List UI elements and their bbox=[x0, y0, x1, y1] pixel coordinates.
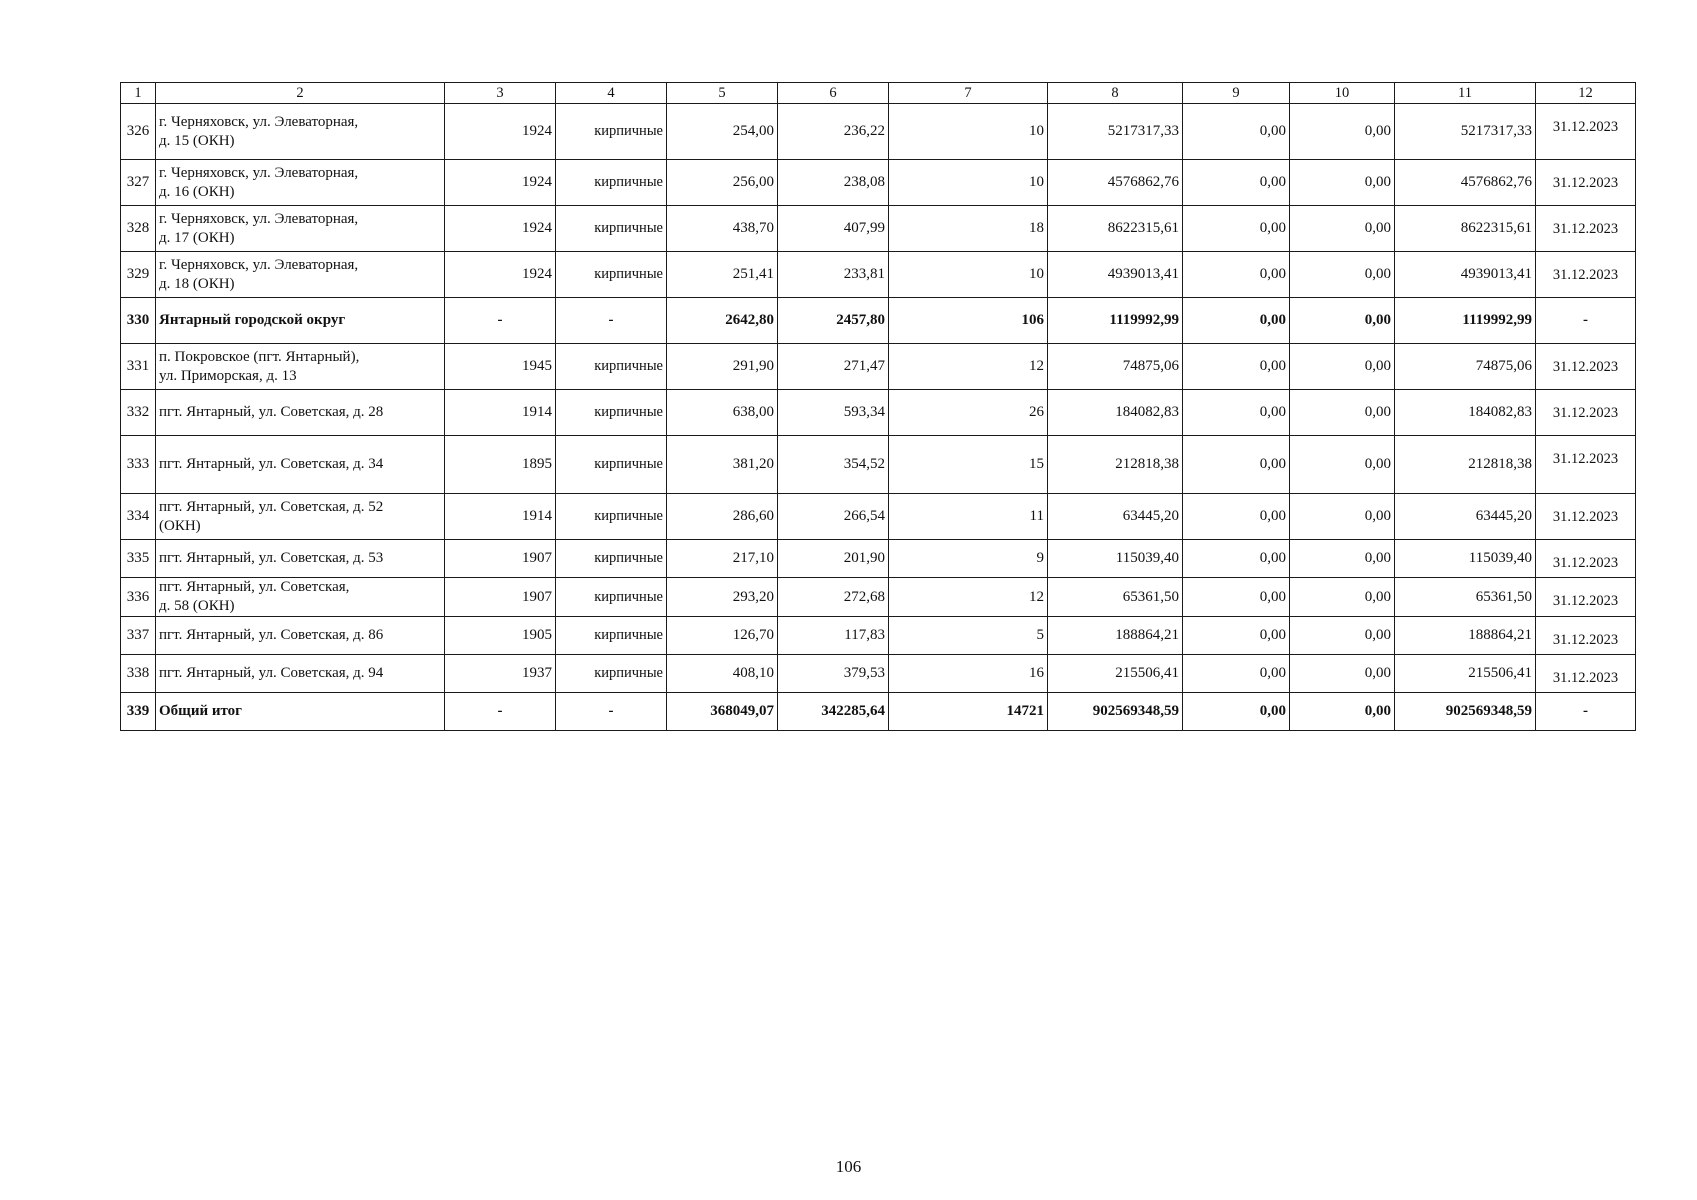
column-header: 7 bbox=[889, 83, 1048, 104]
address-cell bbox=[156, 578, 445, 617]
table-row bbox=[121, 104, 1636, 160]
cost-column-10-cell: 0,00 bbox=[1290, 540, 1395, 578]
row-number-cell: 329 bbox=[121, 252, 156, 298]
cost-column-11-cell: 212818,38 bbox=[1395, 436, 1536, 494]
register-sheet bbox=[120, 82, 1635, 731]
row-number-cell: 337 bbox=[121, 617, 156, 655]
row-number-cell: 330 bbox=[121, 298, 156, 344]
wall-material-cell: - bbox=[556, 693, 667, 731]
column-header: 8 bbox=[1048, 83, 1183, 104]
residents-count-cell: 10 bbox=[889, 104, 1048, 160]
residents-count-cell: 12 bbox=[889, 578, 1048, 617]
deadline-date-cell: 31.12.2023 bbox=[1536, 540, 1636, 578]
address-line: Янтарный городской округ bbox=[159, 312, 346, 328]
wall-material-cell: кирпичные bbox=[556, 104, 667, 160]
row-number-cell: 328 bbox=[121, 206, 156, 252]
residents-count-cell: 5 bbox=[889, 617, 1048, 655]
cost-column-10-cell: 0,00 bbox=[1290, 436, 1395, 494]
cost-column-11-cell: 184082,83 bbox=[1395, 390, 1536, 436]
address-line: пгт. Янтарный, ул. Советская, д. 34 bbox=[159, 456, 384, 472]
address-line: пгт. Янтарный, ул. Советская, д. 86 bbox=[159, 627, 384, 643]
year-cell: - bbox=[445, 298, 556, 344]
deadline-date-cell: - bbox=[1536, 693, 1636, 731]
cost-column-9-cell: 0,00 bbox=[1183, 578, 1290, 617]
wall-material-cell: кирпичные bbox=[556, 494, 667, 540]
cost-column-11-cell: 65361,50 bbox=[1395, 578, 1536, 617]
cost-column-11-cell: 4576862,76 bbox=[1395, 160, 1536, 206]
table-row bbox=[121, 655, 1636, 693]
deadline-date-cell: 31.12.2023 bbox=[1536, 344, 1636, 390]
living-area-cell: 238,08 bbox=[778, 160, 889, 206]
column-number-header-row bbox=[121, 83, 1636, 104]
address-cell bbox=[156, 206, 445, 252]
cost-column-10-cell: 0,00 bbox=[1290, 494, 1395, 540]
table-row bbox=[121, 206, 1636, 252]
cost-column-10-cell: 0,00 bbox=[1290, 104, 1395, 160]
address-line: г. Черняховск, ул. Элеваторная, bbox=[159, 210, 359, 227]
address-cell bbox=[156, 655, 445, 693]
cost-column-9-cell: 0,00 bbox=[1183, 540, 1290, 578]
total-area-cell: 254,00 bbox=[667, 104, 778, 160]
living-area-cell: 342285,64 bbox=[778, 693, 889, 731]
cost-column-9-cell: 0,00 bbox=[1183, 655, 1290, 693]
cost-column-9-cell: 0,00 bbox=[1183, 390, 1290, 436]
address-line: г. Черняховск, ул. Элеваторная, bbox=[159, 113, 359, 130]
living-area-cell: 272,68 bbox=[778, 578, 889, 617]
address-cell bbox=[156, 436, 445, 494]
deadline-date-cell: 31.12.2023 bbox=[1536, 104, 1636, 160]
residents-count-cell: 16 bbox=[889, 655, 1048, 693]
table-row bbox=[121, 252, 1636, 298]
address-line: д. 58 (ОКН) bbox=[159, 598, 235, 614]
total-area-cell: 217,10 bbox=[667, 540, 778, 578]
row-number-cell: 332 bbox=[121, 390, 156, 436]
cost-total-cell: 902569348,59 bbox=[1048, 693, 1183, 731]
cost-column-11-cell: 74875,06 bbox=[1395, 344, 1536, 390]
living-area-cell: 2457,80 bbox=[778, 298, 889, 344]
row-number-cell: 327 bbox=[121, 160, 156, 206]
residents-count-cell: 15 bbox=[889, 436, 1048, 494]
column-header: 12 bbox=[1536, 83, 1636, 104]
address-line: Общий итог bbox=[159, 703, 242, 719]
living-area-cell: 379,53 bbox=[778, 655, 889, 693]
cost-total-cell: 188864,21 bbox=[1048, 617, 1183, 655]
cost-column-11-cell: 5217317,33 bbox=[1395, 104, 1536, 160]
cost-column-9-cell: 0,00 bbox=[1183, 160, 1290, 206]
cost-total-cell: 212818,38 bbox=[1048, 436, 1183, 494]
year-cell: 1907 bbox=[445, 540, 556, 578]
address-line: пгт. Янтарный, ул. Советская, д. 52 bbox=[159, 498, 384, 515]
deadline-date-cell: 31.12.2023 bbox=[1536, 206, 1636, 252]
address-cell bbox=[156, 104, 445, 160]
address-cell bbox=[156, 540, 445, 578]
deadline-date-cell: 31.12.2023 bbox=[1536, 578, 1636, 617]
address-line: д. 17 (ОКН) bbox=[159, 229, 235, 246]
living-area-cell: 407,99 bbox=[778, 206, 889, 252]
address-line: д. 15 (ОКН) bbox=[159, 132, 235, 149]
cost-column-9-cell: 0,00 bbox=[1183, 344, 1290, 390]
cost-total-cell: 1119992,99 bbox=[1048, 298, 1183, 344]
wall-material-cell: кирпичные bbox=[556, 252, 667, 298]
address-line: пгт. Янтарный, ул. Советская, д. 53 bbox=[159, 550, 384, 566]
cost-total-cell: 4576862,76 bbox=[1048, 160, 1183, 206]
column-header: 5 bbox=[667, 83, 778, 104]
table-row bbox=[121, 540, 1636, 578]
cost-column-10-cell: 0,00 bbox=[1290, 655, 1395, 693]
living-area-cell: 233,81 bbox=[778, 252, 889, 298]
wall-material-cell: - bbox=[556, 298, 667, 344]
living-area-cell: 271,47 bbox=[778, 344, 889, 390]
residents-count-cell: 9 bbox=[889, 540, 1048, 578]
table-row bbox=[121, 494, 1636, 540]
wall-material-cell: кирпичные bbox=[556, 344, 667, 390]
column-header: 6 bbox=[778, 83, 889, 104]
cost-column-10-cell: 0,00 bbox=[1290, 390, 1395, 436]
cost-column-9-cell: 0,00 bbox=[1183, 206, 1290, 252]
total-area-cell: 438,70 bbox=[667, 206, 778, 252]
deadline-date-cell: - bbox=[1536, 298, 1636, 344]
cost-column-9-cell: 0,00 bbox=[1183, 436, 1290, 494]
address-line: г. Черняховск, ул. Элеваторная, bbox=[159, 256, 359, 273]
column-header: 4 bbox=[556, 83, 667, 104]
year-cell: 1924 bbox=[445, 160, 556, 206]
year-cell: 1924 bbox=[445, 206, 556, 252]
residents-count-cell: 10 bbox=[889, 160, 1048, 206]
residents-count-cell: 26 bbox=[889, 390, 1048, 436]
cost-column-9-cell: 0,00 bbox=[1183, 104, 1290, 160]
address-line: (ОКН) bbox=[159, 517, 201, 534]
living-area-cell: 593,34 bbox=[778, 390, 889, 436]
cost-column-11-cell: 4939013,41 bbox=[1395, 252, 1536, 298]
table-row bbox=[121, 578, 1636, 617]
wall-material-cell: кирпичные bbox=[556, 390, 667, 436]
cost-column-11-cell: 115039,40 bbox=[1395, 540, 1536, 578]
residents-count-cell: 106 bbox=[889, 298, 1048, 344]
year-cell: 1895 bbox=[445, 436, 556, 494]
cost-column-11-cell: 215506,41 bbox=[1395, 655, 1536, 693]
column-header: 10 bbox=[1290, 83, 1395, 104]
total-area-cell: 2642,80 bbox=[667, 298, 778, 344]
table-row bbox=[121, 160, 1636, 206]
address-line: г. Черняховск, ул. Элеваторная, bbox=[159, 164, 359, 181]
deadline-date-cell: 31.12.2023 bbox=[1536, 252, 1636, 298]
residents-count-cell: 14721 bbox=[889, 693, 1048, 731]
total-area-cell: 126,70 bbox=[667, 617, 778, 655]
row-number-cell: 338 bbox=[121, 655, 156, 693]
year-cell: 1907 bbox=[445, 578, 556, 617]
cost-column-11-cell: 902569348,59 bbox=[1395, 693, 1536, 731]
cost-column-10-cell: 0,00 bbox=[1290, 298, 1395, 344]
address-cell bbox=[156, 252, 445, 298]
deadline-date-cell: 31.12.2023 bbox=[1536, 390, 1636, 436]
wall-material-cell: кирпичные bbox=[556, 578, 667, 617]
cost-total-cell: 63445,20 bbox=[1048, 494, 1183, 540]
address-cell bbox=[156, 617, 445, 655]
address-line: д. 16 (ОКН) bbox=[159, 183, 235, 200]
address-cell bbox=[156, 298, 445, 344]
cost-column-11-cell: 188864,21 bbox=[1395, 617, 1536, 655]
total-area-cell: 256,00 bbox=[667, 160, 778, 206]
table-total-row bbox=[121, 693, 1636, 731]
wall-material-cell: кирпичные bbox=[556, 617, 667, 655]
table-row bbox=[121, 344, 1636, 390]
table-row bbox=[121, 436, 1636, 494]
cost-column-10-cell: 0,00 bbox=[1290, 344, 1395, 390]
cost-column-9-cell: 0,00 bbox=[1183, 252, 1290, 298]
cost-total-cell: 8622315,61 bbox=[1048, 206, 1183, 252]
residents-count-cell: 10 bbox=[889, 252, 1048, 298]
row-number-cell: 335 bbox=[121, 540, 156, 578]
wall-material-cell: кирпичные bbox=[556, 655, 667, 693]
cost-column-11-cell: 8622315,61 bbox=[1395, 206, 1536, 252]
total-area-cell: 286,60 bbox=[667, 494, 778, 540]
cost-column-10-cell: 0,00 bbox=[1290, 206, 1395, 252]
total-area-cell: 291,90 bbox=[667, 344, 778, 390]
cost-column-10-cell: 0,00 bbox=[1290, 617, 1395, 655]
cost-column-10-cell: 0,00 bbox=[1290, 160, 1395, 206]
cost-column-10-cell: 0,00 bbox=[1290, 693, 1395, 731]
year-cell: 1937 bbox=[445, 655, 556, 693]
residents-count-cell: 11 bbox=[889, 494, 1048, 540]
wall-material-cell: кирпичные bbox=[556, 206, 667, 252]
total-area-cell: 293,20 bbox=[667, 578, 778, 617]
year-cell: - bbox=[445, 693, 556, 731]
cost-column-11-cell: 1119992,99 bbox=[1395, 298, 1536, 344]
row-number-cell: 336 bbox=[121, 578, 156, 617]
cost-total-cell: 65361,50 bbox=[1048, 578, 1183, 617]
total-area-cell: 251,41 bbox=[667, 252, 778, 298]
row-number-cell: 333 bbox=[121, 436, 156, 494]
deadline-date-cell: 31.12.2023 bbox=[1536, 494, 1636, 540]
row-number-cell: 331 bbox=[121, 344, 156, 390]
living-area-cell: 266,54 bbox=[778, 494, 889, 540]
cost-total-cell: 4939013,41 bbox=[1048, 252, 1183, 298]
cost-total-cell: 74875,06 bbox=[1048, 344, 1183, 390]
total-area-cell: 381,20 bbox=[667, 436, 778, 494]
total-area-cell: 638,00 bbox=[667, 390, 778, 436]
address-line: ул. Приморская, д. 13 bbox=[159, 367, 297, 384]
year-cell: 1945 bbox=[445, 344, 556, 390]
year-cell: 1905 bbox=[445, 617, 556, 655]
cost-column-10-cell: 0,00 bbox=[1290, 252, 1395, 298]
address-cell bbox=[156, 160, 445, 206]
wall-material-cell: кирпичные bbox=[556, 540, 667, 578]
column-header: 3 bbox=[445, 83, 556, 104]
total-area-cell: 408,10 bbox=[667, 655, 778, 693]
cost-column-9-cell: 0,00 bbox=[1183, 298, 1290, 344]
table-row bbox=[121, 390, 1636, 436]
table-total-row bbox=[121, 298, 1636, 344]
living-area-cell: 236,22 bbox=[778, 104, 889, 160]
address-line: п. Покровское (пгт. Янтарный), bbox=[159, 348, 360, 365]
cost-column-9-cell: 0,00 bbox=[1183, 494, 1290, 540]
total-area-cell: 368049,07 bbox=[667, 693, 778, 731]
cost-column-11-cell: 63445,20 bbox=[1395, 494, 1536, 540]
wall-material-cell: кирпичные bbox=[556, 436, 667, 494]
address-line: д. 18 (ОКН) bbox=[159, 275, 235, 292]
column-header: 9 bbox=[1183, 83, 1290, 104]
column-header: 2 bbox=[156, 83, 445, 104]
deadline-date-cell: 31.12.2023 bbox=[1536, 617, 1636, 655]
row-number-cell: 326 bbox=[121, 104, 156, 160]
row-number-cell: 339 bbox=[121, 693, 156, 731]
address-cell bbox=[156, 494, 445, 540]
address-cell bbox=[156, 693, 445, 731]
year-cell: 1924 bbox=[445, 252, 556, 298]
row-number-cell: 334 bbox=[121, 494, 156, 540]
cost-total-cell: 215506,41 bbox=[1048, 655, 1183, 693]
deadline-date-cell: 31.12.2023 bbox=[1536, 655, 1636, 693]
year-cell: 1924 bbox=[445, 104, 556, 160]
living-area-cell: 117,83 bbox=[778, 617, 889, 655]
address-cell bbox=[156, 344, 445, 390]
living-area-cell: 354,52 bbox=[778, 436, 889, 494]
table-body bbox=[121, 83, 1636, 731]
cost-column-9-cell: 0,00 bbox=[1183, 693, 1290, 731]
wall-material-cell: кирпичные bbox=[556, 160, 667, 206]
living-area-cell: 201,90 bbox=[778, 540, 889, 578]
address-line: пгт. Янтарный, ул. Советская, д. 28 bbox=[159, 404, 384, 420]
deadline-date-cell: 31.12.2023 bbox=[1536, 436, 1636, 494]
column-header: 11 bbox=[1395, 83, 1536, 104]
residents-count-cell: 12 bbox=[889, 344, 1048, 390]
cost-total-cell: 115039,40 bbox=[1048, 540, 1183, 578]
cost-total-cell: 184082,83 bbox=[1048, 390, 1183, 436]
address-line: пгт. Янтарный, ул. Советская, bbox=[159, 579, 350, 595]
cost-column-9-cell: 0,00 bbox=[1183, 617, 1290, 655]
cost-column-10-cell: 0,00 bbox=[1290, 578, 1395, 617]
residents-count-cell: 18 bbox=[889, 206, 1048, 252]
column-header: 1 bbox=[121, 83, 156, 104]
housing-register-table bbox=[120, 82, 1636, 731]
table-row bbox=[121, 617, 1636, 655]
page-number: 106 bbox=[835, 1157, 862, 1176]
cost-total-cell: 5217317,33 bbox=[1048, 104, 1183, 160]
deadline-date-cell: 31.12.2023 bbox=[1536, 160, 1636, 206]
address-cell bbox=[156, 390, 445, 436]
year-cell: 1914 bbox=[445, 390, 556, 436]
year-cell: 1914 bbox=[445, 494, 556, 540]
address-line: пгт. Янтарный, ул. Советская, д. 94 bbox=[159, 665, 384, 681]
